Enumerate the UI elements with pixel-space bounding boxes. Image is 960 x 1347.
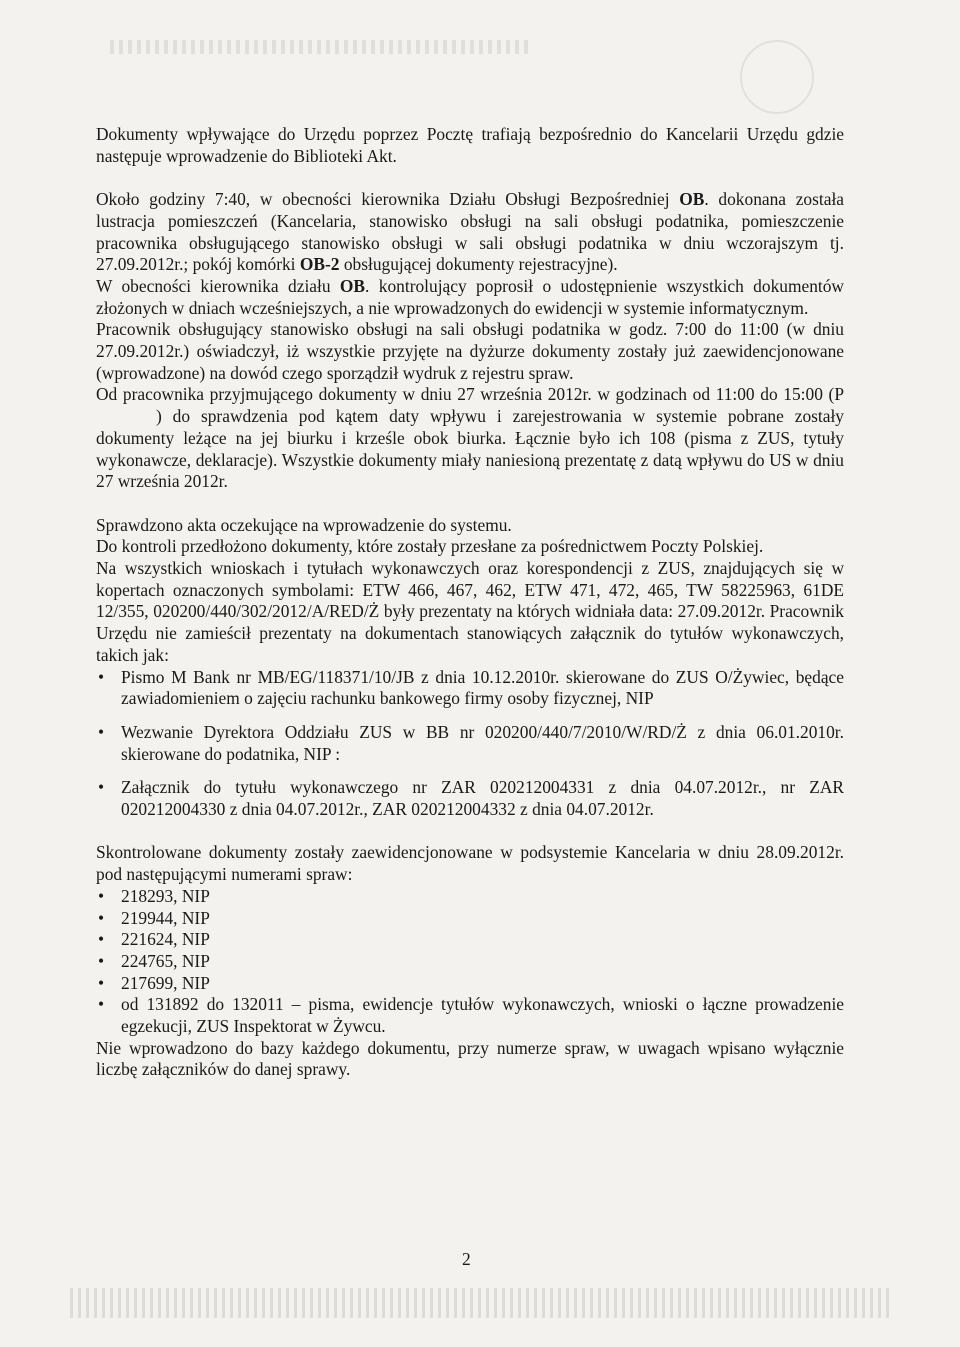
list-item: • Wezwanie Dyrektora Oddziału ZUS w BB nr 020200/440/7/2010/W/RD/Ż z dnia 06.01.2010r. skierowane do podatnika, NIP : <box>96 722 844 765</box>
page-number: 2 <box>462 1249 471 1269</box>
paragraph-10: Nie wprowadzono do bazy każdego dokumentu, przy numerze spraw, w uwagach wpisano wyłącznie liczbę załączników do danej sprawy. <box>96 1037 844 1080</box>
list-item: • 219944, NIP <box>96 908 844 930</box>
paragraph-8: Na wszystkich wnioskach i tytułach wykonawczych oraz korespondencji z ZUS, znajdujących się w kopertach oznaczonych symbolami: ETW 466, 467, 462, ETW 471, 472, 465, TW 58225963, 61DE 12/355, 020200/440/302/2012/A/RED/Ż były prezentaty na których widniała data: 27.09.2012r. Pracownik Urzędu nie zamieścił prezentaty na dokumentach stanowiących załącznik do tytułów wykonawczych, takich jak: <box>96 558 844 665</box>
attachments-list <box>96 667 844 821</box>
paragraph-1: Dokumenty wpływające do Urzędu poprzez Pocztę trafiają bezpośrednio do Kancelarii Urzędu gdzie następuje wprowadzenie do Biblioteki Akt. <box>96 124 844 166</box>
paragraph-9: Skontrolowane dokumenty zostały zaewidencjonowane w podsystemie Kancelaria w dniu 28.09.2012r. pod następującymi numerami spraw: <box>96 842 844 885</box>
paragraph-5: Od pracownika przyjmującego dokumenty w dniu 27 września 2012r. w godzinach od 11:00 do 15:00 (P) do sprawdzenia pod kątem daty wpływu i zarejestrowania w systemie pobrane zostały dokumenty leżące na jej biurku i krześle obok biurka. Łącznie było ich 108 (pisma z ZUS, tytuły wykonawcze, deklaracje). Wszystkie dokumenty miały naniesioną prezentatę z datą wpływu do US w dniu 27 września 2012r. <box>96 384 844 492</box>
document-body <box>96 124 844 1081</box>
list-item: • 221624, NIP <box>96 929 844 951</box>
redaction <box>96 412 156 424</box>
paragraph-6: Sprawdzono akta oczekujące na wprowadzenie do systemu. <box>96 514 512 535</box>
list-item: • Załącznik do tytułu wykonawczego nr ZAR 020212004331 z dnia 04.07.2012r., nr ZAR 020212004330 z dnia 04.07.2012r., ZAR 020212004332 z dnia 04.07.2012r. <box>96 777 844 820</box>
list-item: • od 131892 do 132011 – pisma, ewidencje tytułów wykonawczych, wnioski o łączne prowadzenie egzekucji, ZUS Inspektorat w Żywcu. <box>96 994 844 1037</box>
list-item: • 224765, NIP <box>96 951 844 973</box>
paragraph-7: Do kontroli przedłożono dokumenty, które zostały przesłane za pośrednictwem Poczty Polskiej. <box>96 536 764 557</box>
faint-seal-icon <box>740 40 814 114</box>
list-item: • 218293, NIP <box>96 886 844 908</box>
list-item: • Pismo M Bank nr MB/EG/118371/10/JB z dnia 10.12.2010r. skierowane do ZUS O/Żywiec, będące zawiadomieniem o zajęciu rachunku bankowego firmy osoby fizycznej, NIP <box>96 667 844 710</box>
cases-list <box>96 886 844 1038</box>
faint-letterhead <box>110 40 530 54</box>
paragraph-2: Około godziny 7:40, w obecności kierownika Działu Obsługi Bezpośredniej OB. dokonana została lustracja pomieszczeń (Kancelaria, stanowisko obsługi na sali obsługi podatnika, pomieszczenie pracownika obsługującego stanowisko obsługi w sali obsługi podatnika w dniu wczorajszym tj. 27.09.2012r.; pokój komórki OB-2 obsługującej dokumenty rejestracyjne). <box>96 189 844 275</box>
list-item: • 217699, NIP <box>96 973 844 995</box>
paragraph-3: W obecności kierownika działu OB. kontrolujący poprosił o udostępnienie wszystkich dokumentów złożonych w dniach wcześniejszych, a nie wprowadzonych do ewidencji w systemie informatycznym. <box>96 275 844 318</box>
faint-footer <box>70 1288 890 1318</box>
paragraph-4: Pracownik obsługujący stanowisko obsługi na sali obsługi podatnika w godz. 7:00 do 11:00 (w dniu 27.09.2012r.) oświadczył, iż wszystkie przyjęte na dyżurze dokumenty zostały już zaewidencjonowane (wprowadzone) na dowód czego sporządził wydruk z rejestru spraw. <box>96 319 844 383</box>
